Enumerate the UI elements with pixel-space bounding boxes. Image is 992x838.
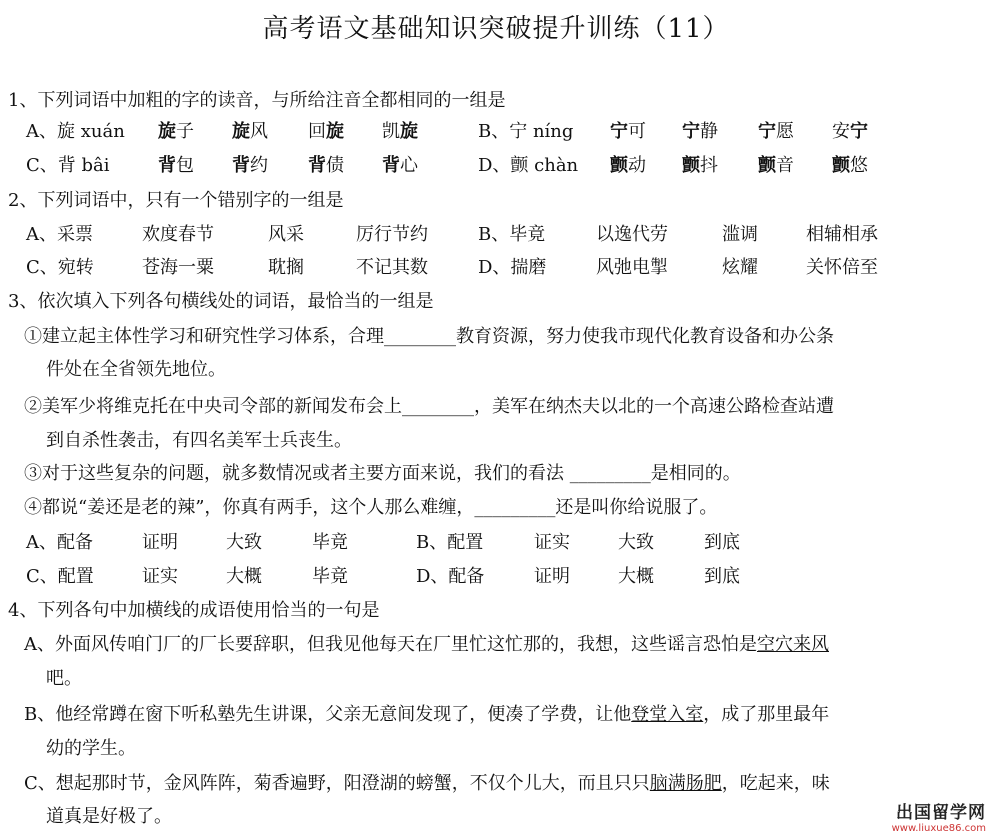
q4-option-a-cont: 吧。 <box>46 668 82 689</box>
q3-sentence-4: ④都说“姜还是老的辣”，你真有两手，这个人那么难缠，_________还是叫你给说服了。 <box>24 497 718 518</box>
q3-d-w2: 证明 <box>534 566 570 587</box>
char: 动 <box>628 155 646 176</box>
char: 抖 <box>700 155 718 176</box>
char: 包 <box>176 155 194 176</box>
char: 债 <box>326 155 344 176</box>
q3-b-w4: 到底 <box>704 532 740 553</box>
q2-stem: 2、下列词语中，只有一个错别字的一组是 <box>8 190 344 211</box>
q3-c-w4: 毕竟 <box>312 566 348 587</box>
char: 心 <box>400 155 418 176</box>
q2-c-w1: C、宛转 <box>26 257 94 278</box>
bold-char: 颤 <box>758 155 776 176</box>
q2-options-cd <box>26 257 986 279</box>
bold-char: 背 <box>232 155 250 176</box>
q2-b-w4: 相辅相承 <box>806 224 878 245</box>
q2-d-w3: 炫耀 <box>722 257 758 278</box>
bold-char: 旋 <box>400 121 418 142</box>
q4-option-c <box>24 773 830 795</box>
q2-c-w3: 耽搁 <box>268 257 304 278</box>
q4-option-a <box>24 634 829 656</box>
q3-b-w2: 证实 <box>534 532 570 553</box>
char: 愿 <box>776 121 794 142</box>
q1-a-label: A、旋 xuán <box>26 121 125 142</box>
bold-char: 宁 <box>610 121 628 142</box>
bold-char: 颤 <box>832 155 850 176</box>
q2-options-ab <box>26 224 986 246</box>
char: 安 <box>832 121 850 142</box>
char: 凯 <box>382 121 400 142</box>
bold-char: 背 <box>382 155 400 176</box>
q2-d-w1: D、揣磨 <box>478 257 547 278</box>
bold-char: 旋 <box>232 121 250 142</box>
q1-b-label: B、宁 níng <box>478 121 574 142</box>
q3-d-w3: 大概 <box>618 566 654 587</box>
q3-stem: 3、依次填入下列各句横线处的词语，最恰当的一组是 <box>8 291 434 312</box>
q3-d-w1: D、配备 <box>416 566 485 587</box>
q3-d-w4: 到底 <box>704 566 740 587</box>
q2-c-w4: 不记其数 <box>356 257 428 278</box>
q3-options-cd <box>26 566 986 588</box>
watermark-url: www.liuxue86.com <box>891 823 986 834</box>
q2-b-w3: 滥调 <box>722 224 758 245</box>
q1-c-label: C、背 bâi <box>26 155 110 176</box>
q3-a-w1: A、配备 <box>26 532 93 553</box>
q1-stem: 1、下列词语中加粗的字的读音，与所给注音全都相同的一组是 <box>8 90 506 111</box>
q3-b-w1: B、配置 <box>416 532 484 553</box>
q4-c-idiom: 脑满肠肥 <box>649 773 722 794</box>
q4-option-b-cont: 幼的学生。 <box>46 738 136 759</box>
watermark-cn: 出国留学网 <box>896 803 986 823</box>
q2-a-w4: 厉行节约 <box>356 224 428 245</box>
q4-c-text: C、想起那时节，金风阵阵，菊香遍野，阳澄湖的螃蟹，不仅个儿大，而且只只 <box>24 773 650 794</box>
q3-sentence-1: ①建立起主体性学习和研究性学习体系，合理________教育资源，努力使我市现代化教育设备和办公条 <box>24 326 834 347</box>
char: 音 <box>776 155 794 176</box>
page-title: 高考语文基础知识突破提升训练（11） <box>262 14 730 44</box>
q4-b-idiom: 登堂入室 <box>631 704 704 725</box>
q1-d-label: D、颤 chàn <box>478 155 579 176</box>
q3-sentence-1-cont: 件处在全省领先地位。 <box>46 359 226 380</box>
q2-d-w4: 关怀倍至 <box>806 257 878 278</box>
q3-a-w2: 证明 <box>142 532 178 553</box>
char: 静 <box>700 121 718 142</box>
bold-char: 颤 <box>682 155 700 176</box>
watermark <box>892 798 986 834</box>
q4-option-b <box>24 704 829 726</box>
bold-char: 宁 <box>850 121 868 142</box>
q2-b-w2: 以逸代劳 <box>596 224 668 245</box>
bold-char: 背 <box>308 155 326 176</box>
char: 回 <box>308 121 326 142</box>
q1-option-a <box>26 121 986 143</box>
q4-a-idiom: 空穴来风 <box>757 634 829 655</box>
q2-b-w1: B、毕竟 <box>478 224 546 245</box>
q2-a-w1: A、采票 <box>26 224 93 245</box>
char: 悠 <box>850 155 868 176</box>
bold-char: 旋 <box>158 121 176 142</box>
q2-c-w2: 苍海一粟 <box>142 257 214 278</box>
char: 约 <box>250 155 268 176</box>
char: 子 <box>176 121 194 142</box>
bold-char: 颤 <box>610 155 628 176</box>
q4-b-text-2: ，成了那里最年 <box>703 704 830 725</box>
q3-sentence-3: ③对于这些复杂的问题，就多数情况或者主要方面来说，我们的看法 _________是相同的。 <box>24 463 741 484</box>
bold-char: 宁 <box>682 121 700 142</box>
q2-a-w2: 欢度春节 <box>142 224 214 245</box>
q3-c-w2: 证实 <box>142 566 178 587</box>
q4-option-c-cont: 道真是好极了。 <box>46 806 172 827</box>
q3-options-ab <box>26 532 986 554</box>
q1-option-c <box>26 155 986 177</box>
q2-d-w2: 风弛电掣 <box>596 257 668 278</box>
char: 风 <box>250 121 268 142</box>
q3-sentence-2-cont: 到自杀性袭击，有四名美军士兵丧生。 <box>46 430 352 451</box>
bold-char: 宁 <box>758 121 776 142</box>
bold-char: 背 <box>158 155 176 176</box>
q4-a-text: A、外面风传咱门厂的厂长要辞职，但我见他每天在厂里忙这忙那的，我想，这些谣言恐怕是 <box>24 634 757 655</box>
q4-stem: 4、下列各句中加横线的成语使用恰当的一句是 <box>8 600 380 621</box>
q2-a-w3: 风采 <box>268 224 304 245</box>
char: 可 <box>628 121 646 142</box>
q4-c-text-2: ，吃起来，味 <box>721 773 830 794</box>
q3-b-w3: 大致 <box>618 532 654 553</box>
q4-b-text: B、他经常蹲在窗下听私塾先生讲课，父亲无意间发现了，便凑了学费，让他 <box>24 704 632 725</box>
q3-c-w3: 大概 <box>226 566 262 587</box>
bold-char: 旋 <box>326 121 344 142</box>
q3-sentence-2: ②美军少将维克托在中央司令部的新闻发布会上________，美军在纳杰夫以北的一个高速公路检查站遭 <box>24 396 834 417</box>
q3-a-w3: 大致 <box>226 532 262 553</box>
q3-c-w1: C、配置 <box>26 566 94 587</box>
q3-a-w4: 毕竟 <box>312 532 348 553</box>
